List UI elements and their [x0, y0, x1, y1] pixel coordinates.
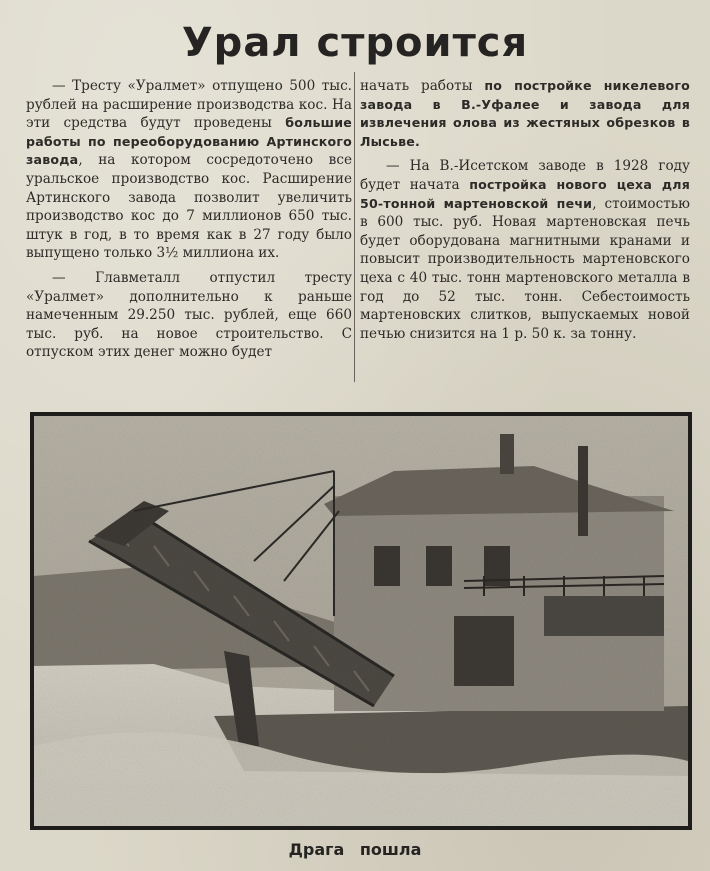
window	[426, 546, 452, 586]
paragraph-bold-text: большие работы по переоборудованию Артинского завода	[26, 115, 352, 168]
paragraph-bold-text: постройка нового цеха для 50-тонной мартеновской печи	[360, 176, 690, 211]
article-paragraph	[26, 77, 352, 263]
article-column-left	[26, 77, 352, 368]
cupola	[500, 434, 514, 474]
column-divider	[354, 72, 355, 382]
doorway	[454, 616, 514, 686]
paragraph-text: — Главметалл отпустил тресту «Уралмет» дополнительно к раньше намеченным 29.250 тыс. рублей, еще 660 тыс. руб. на новое строительство. С отпуском этих денег можно будет	[26, 269, 352, 361]
photo	[30, 412, 692, 830]
window	[374, 546, 400, 586]
paragraph-text: начать работы	[360, 78, 485, 94]
paragraph-text: — Тресту «Уралмет» отпущено 500 тыс. рублей на расширение производства кос. На эти средства будут проведены	[26, 78, 352, 132]
headline: Урал строится	[181, 20, 529, 66]
paragraph-text: — На В.-Исетском заводе в 1928 году будет начата	[360, 158, 690, 193]
article-column-right	[360, 77, 690, 349]
dredge-photo-illustration	[34, 416, 688, 826]
photo-caption: Драга пошла	[288, 840, 422, 859]
paragraph-text: , стоимостью в 600 тыс. руб. Новая мартеновская печь будет оборудована магнитными кранами и повысит производительность мартеновского цеха с 40 тыс. тонн мартеновского металла в год до 52 тыс. тонн. Себестоимость мартеновских слитков, выпускаемых новой печью снизится на 1 р. 50 к. за тонну.	[360, 195, 690, 342]
article-paragraph	[360, 157, 690, 343]
paragraph-text: , на котором сосредоточено все уральское производство кос. Расширение Артинского завода позволит увеличить производство кос до 7 миллионов 650 тыс. штук в год, в то время как в 27 году было выпущено только 3½ миллиона их.	[26, 152, 352, 262]
chimney	[578, 446, 588, 536]
paragraph-bold-text: по постройке никелевого завода в В.-Уфалее и завода для извлечения олова из жестяных обрезков в Лысьве.	[360, 78, 690, 149]
gallery	[544, 596, 664, 636]
article-paragraph	[360, 77, 690, 151]
article-paragraph	[26, 269, 352, 362]
